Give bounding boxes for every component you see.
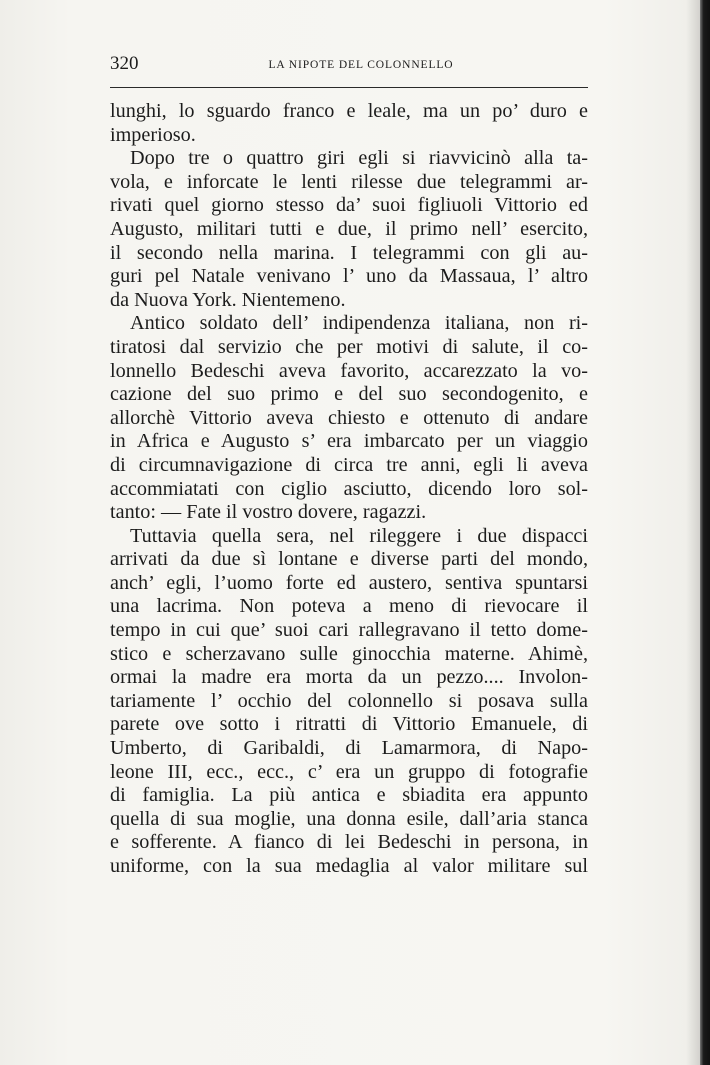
text-line: parete ove sotto i ritratti di Vittorio Emanuele, di: [110, 713, 588, 736]
text-line: da Nuova York. Nientemeno.: [110, 288, 346, 311]
text-line: leone III, ecc., ecc., c’ era un gruppo di fotografie: [110, 760, 588, 783]
header-rule: [110, 87, 588, 88]
text-line: rivati quel giorno stesso da’ suoi figliuoli Vittorio ed: [110, 194, 588, 217]
text-line: di circumnavigazione di circa tre anni, egli li aveva: [110, 453, 588, 476]
text-line: lonnello Bedeschi aveva favorito, accarezzato la vo-: [110, 359, 588, 382]
text-line: tariamente l’ occhio del colonnello si posava sulla: [110, 689, 588, 712]
text-line: Tuttavia quella sera, nel rileggere i due dispacci: [130, 524, 588, 547]
text-line: vola, e inforcate le lenti rilesse due telegrammi ar-: [110, 170, 588, 193]
text-line: il secondo nella marina. I telegrammi con gli au-: [110, 241, 588, 264]
text-line: tanto: — Fate il vostro dovere, ragazzi.: [110, 501, 427, 524]
page-number: 320: [110, 53, 139, 74]
text-line: Umberto, di Garibaldi, di Lamarmora, di Napo-: [110, 737, 588, 760]
book-spine: [700, 0, 710, 1065]
text-line: accommiatati con ciglio asciutto, dicendo loro sol-: [110, 477, 588, 500]
text-line: Dopo tre o quattro giri egli si riavvicinò alla ta-: [130, 147, 588, 170]
text-line: lunghi, lo sguardo franco e leale, ma un po’ duro e: [110, 100, 588, 122]
text-line: cazione del suo primo e del suo secondogenito, e: [110, 383, 588, 406]
text-line: guri pel Natale venivano l’ uno da Massaua, l’ altro: [110, 265, 588, 288]
text-line: anch’ egli, l’uomo forte ed austero, sentiva spuntarsi: [110, 571, 588, 594]
text-line: stico e scherzavano sulle ginocchia materne. Ahimè,: [110, 642, 588, 665]
text-line: quella di sua moglie, una donna esile, dall’aria stanca: [110, 807, 588, 830]
text-line: ormai la madre era morta da un pezzo.... Involon-: [110, 666, 588, 689]
text-line: tiratosi dal servizio che per motivi di salute, il co-: [110, 335, 588, 358]
text-line: uniforme, con la sua medaglia al valor militare sul: [110, 855, 588, 877]
page-header: [110, 52, 588, 76]
text-line: tempo in cui que’ suoi cari rallegravano il tetto dome-: [110, 619, 588, 642]
text-line: una lacrima. Non poteva a meno di rievocare il: [110, 595, 588, 618]
text-line: imperioso.: [110, 123, 196, 146]
text-line: Augusto, militari tutti e due, il primo nell’ esercito,: [110, 217, 588, 240]
spine-shadow: [686, 0, 700, 1065]
text-line: Antico soldato dell’ indipendenza italiana, non ri-: [130, 312, 588, 335]
text-line: allorchè Vittorio aveva chiesto e ottenuto di andare: [110, 406, 588, 429]
running-title: LA NIPOTE DEL COLONNELLO: [268, 59, 454, 71]
text-line: di famiglia. La più antica e sbiadita era appunto: [110, 784, 588, 807]
text-line: e sofferente. A fianco di lei Bedeschi in persona, in: [110, 831, 588, 854]
text-line: arrivati da due sì lontane e diverse parti del mondo,: [110, 548, 588, 571]
body-text: [110, 100, 588, 879]
text-line: in Africa e Augusto s’ era imbarcato per un viaggio: [110, 430, 588, 453]
